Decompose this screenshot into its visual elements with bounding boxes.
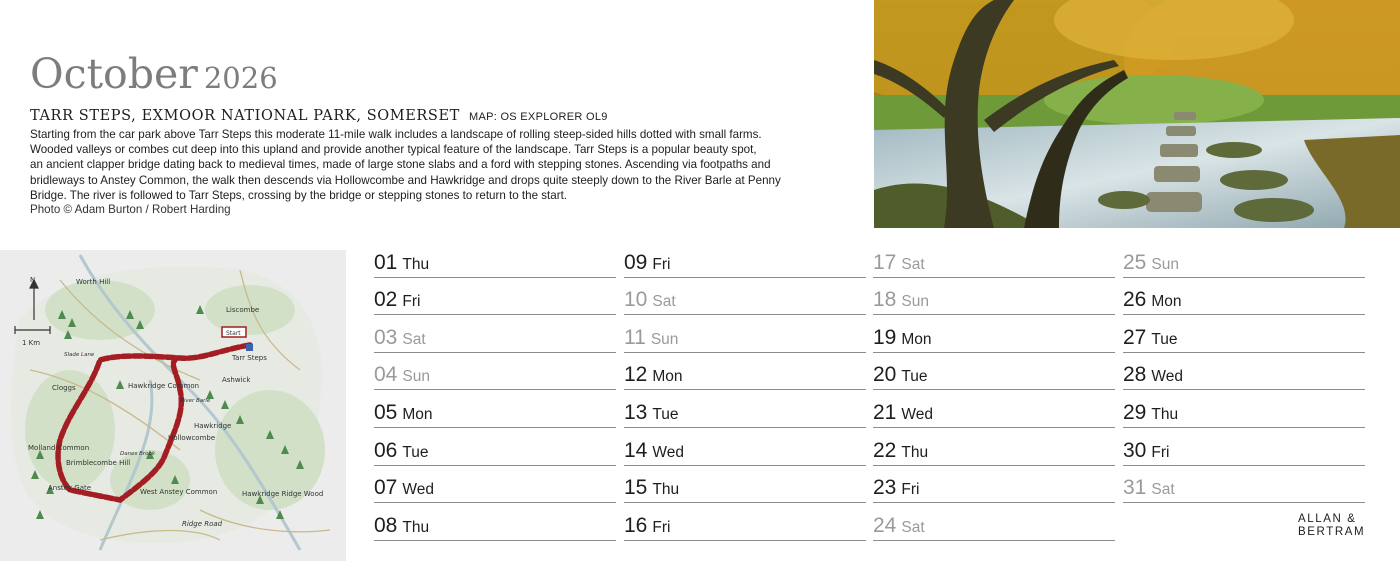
map-label: River Barle xyxy=(180,398,211,404)
day-number: 31 xyxy=(1123,476,1147,500)
calendar-day xyxy=(624,315,866,353)
description-line: bridleways to Anstey Common, the walk then descends via Hollowcombe and Hawkridge and drops quite steeply down to the River Barle at Penny xyxy=(30,173,781,187)
calendar-day xyxy=(624,240,866,278)
day-number: 08 xyxy=(374,513,398,537)
calendar-day xyxy=(1123,240,1365,278)
month-name: October xyxy=(30,50,198,98)
walk-description xyxy=(30,127,856,203)
weekday-label: Thu xyxy=(901,443,929,461)
weekday-label: Sat xyxy=(901,518,925,536)
weekday-label: Fri xyxy=(1151,443,1170,461)
day-number: 10 xyxy=(624,288,648,312)
day-number: 23 xyxy=(873,476,897,500)
map-label: Hawkridge xyxy=(194,422,232,430)
calendar-day xyxy=(374,503,616,541)
day-number: 06 xyxy=(374,438,398,462)
weekday-label: Sat xyxy=(901,255,925,273)
day-number: 30 xyxy=(1123,438,1147,462)
description-line: Starting from the car park above Tarr Steps this moderate 11-mile walk includes a landscape of rolling steep-sided hills dotted with small farms. xyxy=(30,128,762,141)
calendar-column xyxy=(873,240,1115,541)
calendar-column xyxy=(1123,240,1365,503)
calendar-day xyxy=(624,390,866,428)
day-number: 25 xyxy=(1123,250,1147,274)
weekday-label: Sat xyxy=(1151,481,1175,499)
day-number: 14 xyxy=(624,438,648,462)
day-number: 11 xyxy=(624,325,646,349)
day-number: 04 xyxy=(374,363,398,387)
calendar-day xyxy=(374,466,616,504)
calendar-day xyxy=(374,390,616,428)
map-label: Ashwick xyxy=(222,376,251,384)
calendar-column xyxy=(624,240,866,541)
map-label: Hawkridge Ridge Wood xyxy=(242,490,324,498)
weekday-label: Wed xyxy=(402,481,434,499)
weekday-label: Sun xyxy=(1151,255,1179,273)
calendar-day xyxy=(873,503,1115,541)
weekday-label: Thu xyxy=(1151,405,1179,423)
map-label: Molland Common xyxy=(28,444,90,452)
calendar-day xyxy=(1123,466,1365,504)
map-label: Hollowcombe xyxy=(168,434,216,442)
map-label: Tarr Steps xyxy=(232,354,267,362)
calendar-day xyxy=(374,315,616,353)
day-number: 13 xyxy=(624,400,648,424)
weekday-label: Sun xyxy=(901,293,929,311)
map-label: Start xyxy=(226,330,241,337)
calendar-day xyxy=(1123,428,1365,466)
weekday-label: Tue xyxy=(402,443,429,461)
day-number: 17 xyxy=(873,250,897,274)
weekday-label: Sun xyxy=(650,330,679,348)
description-line: an ancient clapper bridge dating back to medieval times, made of large stone slabs and a ford with stepping stones. Ascending via footpaths and xyxy=(30,158,771,172)
day-number: 01 xyxy=(374,250,398,274)
weekday-label: Wed xyxy=(901,405,933,423)
calendar-day xyxy=(374,278,616,316)
calendar-day xyxy=(873,278,1115,316)
weekday-label: Sat xyxy=(652,293,676,311)
day-number: 26 xyxy=(1123,288,1147,312)
day-number: 05 xyxy=(374,400,398,424)
day-number: 27 xyxy=(1123,325,1147,349)
weekday-label: Mon xyxy=(901,330,932,348)
tarr-steps-photo xyxy=(874,0,1400,228)
year: 2026 xyxy=(203,61,278,95)
calendar-day xyxy=(624,278,866,316)
weekday-label: Sat xyxy=(402,330,426,348)
weekday-label: Fri xyxy=(652,518,671,536)
day-number: 21 xyxy=(873,400,897,424)
calendar-day xyxy=(1123,353,1365,391)
map-label: West Anstey Common xyxy=(140,488,218,496)
calendar-day xyxy=(624,466,866,504)
day-number: 09 xyxy=(624,250,648,274)
map-label: Ridge Road xyxy=(182,520,223,528)
calendar-day xyxy=(1123,278,1365,316)
day-number: 07 xyxy=(374,476,398,500)
walk-location xyxy=(30,105,608,124)
map-label: Danes Brook xyxy=(120,451,156,457)
calendar-day xyxy=(873,390,1115,428)
weekday-label: Tue xyxy=(1151,330,1178,348)
map-label: Slade Lane xyxy=(64,352,95,358)
calendar-day xyxy=(374,240,616,278)
calendar-day xyxy=(374,428,616,466)
weekday-label: Fri xyxy=(652,255,671,273)
location-name: TARR STEPS, EXMOOR NATIONAL PARK, SOMERSET xyxy=(30,108,460,124)
weekday-label: Sun xyxy=(402,368,430,386)
publisher-logo xyxy=(1298,513,1365,539)
day-number: 02 xyxy=(374,288,398,312)
calendar-day xyxy=(873,353,1115,391)
photo-credit: Photo © Adam Burton / Robert Harding xyxy=(30,203,231,216)
day-number: 19 xyxy=(873,325,897,349)
calendar-day xyxy=(624,503,866,541)
day-number: 03 xyxy=(374,325,398,349)
day-number: 29 xyxy=(1123,400,1147,424)
map-north-label: N xyxy=(30,276,36,284)
day-number: 15 xyxy=(624,476,648,500)
publisher-line: ALLAN & xyxy=(1298,513,1357,525)
calendar-day xyxy=(873,240,1115,278)
calendar-day xyxy=(873,466,1115,504)
calendar-day xyxy=(624,353,866,391)
weekday-label: Tue xyxy=(901,368,928,386)
calendar-column xyxy=(374,240,616,541)
map-label: Worth Hill xyxy=(76,278,111,286)
calendar-day xyxy=(1123,315,1365,353)
day-number: 24 xyxy=(873,513,897,537)
weekday-label: Mon xyxy=(652,368,683,386)
weekday-label: Thu xyxy=(652,481,680,499)
day-number: 18 xyxy=(873,288,897,312)
month-title xyxy=(30,50,278,98)
route-map xyxy=(0,250,346,561)
weekday-label: Mon xyxy=(1151,293,1182,311)
weekday-label: Wed xyxy=(652,443,684,461)
map-label: Brimblecombe Hill xyxy=(66,459,131,467)
weekday-label: Fri xyxy=(402,293,421,311)
publisher-line: BERTRAM xyxy=(1298,526,1366,538)
calendar-day xyxy=(873,428,1115,466)
day-number: 16 xyxy=(624,513,648,537)
day-number: 12 xyxy=(624,363,648,387)
day-number: 20 xyxy=(873,363,897,387)
calendar-day xyxy=(1123,390,1365,428)
description-line: Wooded valleys or combes cut deep into this upland and provide another typical feature of the landscape. Tarr Steps is a popular beauty spot, xyxy=(30,143,757,157)
day-number: 22 xyxy=(873,438,897,462)
weekday-label: Fri xyxy=(901,481,920,499)
weekday-label: Thu xyxy=(402,255,430,273)
description-line: Bridge. The river is followed to Tarr Steps, crossing by the bridge or stepping stones to return to the start. xyxy=(30,188,568,202)
map-scale-label: 1 Km xyxy=(22,339,41,347)
calendar-day xyxy=(624,428,866,466)
weekday-label: Wed xyxy=(1151,368,1183,386)
map-label: Liscombe xyxy=(226,306,260,314)
day-number: 28 xyxy=(1123,363,1147,387)
weekday-label: Tue xyxy=(652,405,679,423)
weekday-label: Mon xyxy=(402,405,433,423)
map-reference: MAP: OS EXPLORER OL9 xyxy=(469,111,608,123)
calendar-day xyxy=(873,315,1115,353)
map-label: Cloggs xyxy=(52,384,76,392)
weekday-label: Thu xyxy=(402,518,430,536)
map-label: Hawkridge Common xyxy=(128,382,200,390)
calendar-day xyxy=(374,353,616,391)
map-label: Anstey Gate xyxy=(48,484,92,492)
